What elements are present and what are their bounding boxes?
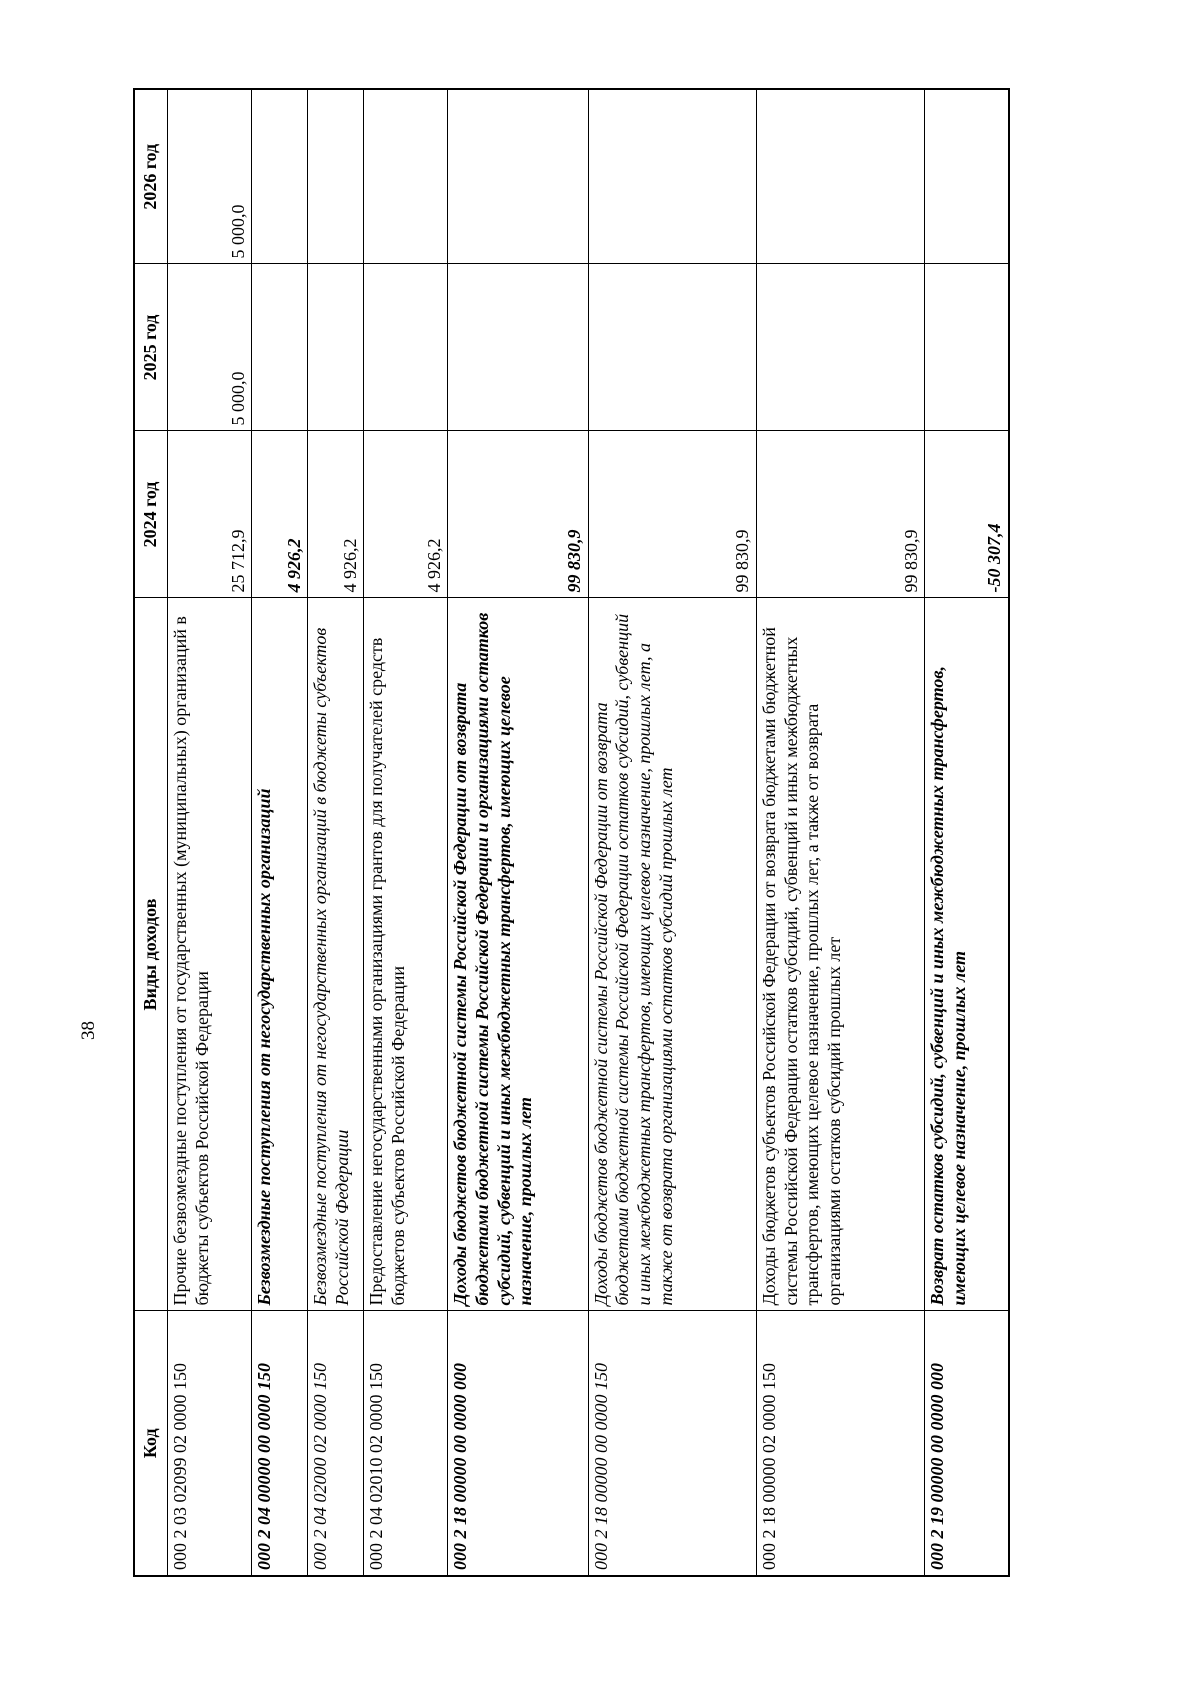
row-value-2025 [252,264,308,431]
row-code: 000 2 03 02099 02 0000 150 [168,1311,252,1576]
table-row [364,89,448,1576]
header-2025: 2025 год [134,264,168,431]
row-value-2025 [364,264,448,431]
row-name: Возврат остатков субсидий, субвенций и иных межбюджетных трансфертов, имеющих целевое назначение, прошлых лет [925,598,1009,1311]
row-value-2024: 4 926,2 [308,431,364,598]
row-value-2025 [588,264,756,431]
row-value-2024: 99 830,9 [757,431,925,598]
revenue-table [133,88,1010,1577]
row-value-2026 [448,89,588,264]
table-row [252,89,308,1576]
table-row [448,89,588,1576]
row-name: Доходы бюджетов субъектов Российской Федерации от возврата бюджетами бюджетной системы Российской Федерации остатков субсидий, субвенций и иных межбюджетных трансфертов, имеющих целевое назначение, прошлых лет, а также от возврата организациями остатков субсидий прошлых лет [757,598,925,1311]
row-name: Прочие безвозмездные поступления от государственных (муниципальных) организаций в бюджеты субъектов Российской Федерации [168,598,252,1311]
table-row [925,89,1009,1576]
row-code: 000 2 18 00000 02 0000 150 [757,1311,925,1576]
row-value-2025 [925,264,1009,431]
table-row [588,89,756,1576]
table-header-row [134,89,168,1576]
row-value-2024: 4 926,2 [252,431,308,598]
row-value-2025: 5 000,0 [168,264,252,431]
row-name: Доходы бюджетов бюджетной системы Российской Федерации от возврата бюджетами бюджетной системы Российской Федерации и организациями остатков субсидий, субвенций и иных межбюджетных трансфертов, имеющих целевое назначение, прошлых лет [448,598,588,1311]
row-code: 000 2 04 00000 00 0000 150 [252,1311,308,1576]
row-value-2024: -50 307,4 [925,431,1009,598]
header-2024: 2024 год [134,431,168,598]
row-code: 000 2 19 00000 00 0000 000 [925,1311,1009,1576]
row-code: 000 2 18 00000 00 0000 000 [448,1311,588,1576]
row-value-2024: 99 830,9 [588,431,756,598]
header-revenue-type: Виды доходов [134,598,168,1311]
row-name: Предоставление негосударственными организациями грантов для получателей средств бюджетов субъектов Российской Федерации [364,598,448,1311]
page-number: 38 [78,1021,99,1040]
row-value-2026 [364,89,448,264]
row-value-2024: 4 926,2 [364,431,448,598]
row-value-2026: 5 000,0 [168,89,252,264]
row-code: 000 2 18 00000 00 0000 150 [588,1311,756,1576]
row-value-2026 [757,89,925,264]
row-value-2025 [757,264,925,431]
table-row [168,89,252,1576]
rotated-table-container [133,90,1010,1577]
row-value-2026 [252,89,308,264]
row-value-2024: 25 712,9 [168,431,252,598]
row-code: 000 2 04 02000 02 0000 150 [308,1311,364,1576]
header-2026: 2026 год [134,89,168,264]
header-code: Код [134,1311,168,1576]
table-row [308,89,364,1576]
row-value-2026 [925,89,1009,264]
row-code: 000 2 04 02010 02 0000 150 [364,1311,448,1576]
row-value-2026 [308,89,364,264]
row-value-2024: 99 830,9 [448,431,588,598]
row-value-2026 [588,89,756,264]
row-value-2025 [308,264,364,431]
table-row [757,89,925,1576]
row-name: Безвозмездные поступления от негосударственных организаций в бюджеты субъектов Российской Федерации [308,598,364,1311]
row-name: Доходы бюджетов бюджетной системы Российской Федерации от возврата бюджетами бюджетной системы Российской Федерации остатков субсидий, субвенций и иных межбюджетных трансфертов, имеющих целевое назначение, прошлых лет, а также от возврата организациями остатков субсидий прошлых лет [588,598,756,1311]
row-name: Безвозмездные поступления от негосударственных организаций [252,598,308,1311]
row-value-2025 [448,264,588,431]
